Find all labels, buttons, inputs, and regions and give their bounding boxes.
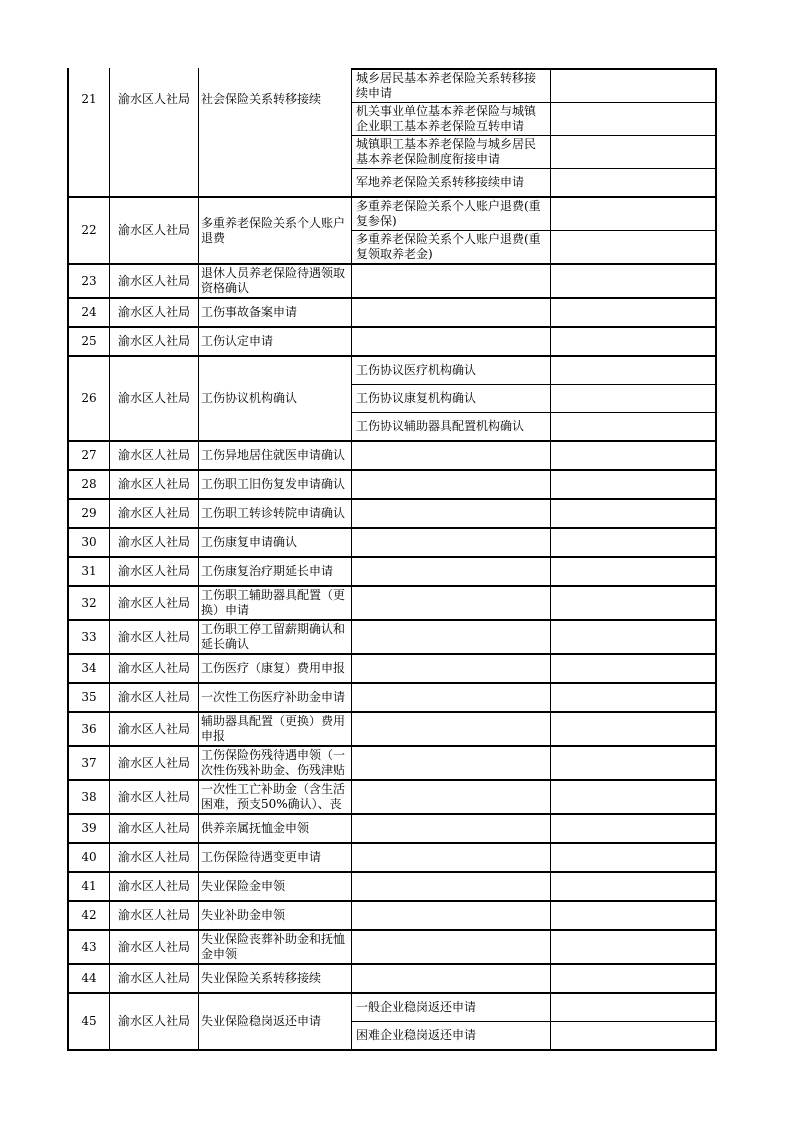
table-row bbox=[69, 842, 715, 871]
table-row bbox=[69, 469, 715, 498]
blank-cell bbox=[551, 136, 715, 168]
blank-cell bbox=[551, 169, 715, 196]
subitem-column bbox=[352, 471, 715, 498]
blank-cell bbox=[551, 385, 715, 412]
subitem-row bbox=[352, 70, 715, 102]
table-row bbox=[69, 68, 715, 196]
subitem-row bbox=[352, 198, 715, 230]
subitem-cell bbox=[352, 965, 551, 992]
department-cell: 渝水区人社局 bbox=[110, 442, 199, 469]
row-number-cell: 22 bbox=[69, 198, 110, 263]
department-cell: 渝水区人社局 bbox=[110, 931, 199, 963]
subitem-row bbox=[352, 558, 715, 585]
subitem-column bbox=[352, 587, 715, 619]
subitem-column bbox=[352, 357, 715, 440]
subitem-cell bbox=[352, 529, 551, 556]
subitem-cell: 工伤协议辅助器具配置机构确认 bbox=[352, 413, 551, 440]
subitem-row bbox=[352, 328, 715, 355]
table-row bbox=[69, 745, 715, 779]
blank-cell bbox=[551, 965, 715, 992]
subitem-column bbox=[352, 747, 715, 779]
row-number-cell: 34 bbox=[69, 655, 110, 682]
department-cell: 渝水区人社局 bbox=[110, 713, 199, 745]
table-row bbox=[69, 711, 715, 745]
row-number-cell: 38 bbox=[69, 781, 110, 813]
row-number-cell: 31 bbox=[69, 558, 110, 585]
blank-cell bbox=[551, 873, 715, 900]
blank-cell bbox=[551, 587, 715, 619]
subitem-column bbox=[352, 931, 715, 963]
table-row bbox=[69, 527, 715, 556]
blank-cell bbox=[551, 265, 715, 297]
blank-cell bbox=[551, 471, 715, 498]
table-row bbox=[69, 355, 715, 440]
subitem-column bbox=[352, 68, 715, 196]
blank-cell bbox=[551, 299, 715, 326]
table-row bbox=[69, 682, 715, 711]
blank-cell bbox=[551, 500, 715, 527]
blank-cell bbox=[551, 994, 715, 1021]
department-cell: 渝水区人社局 bbox=[110, 655, 199, 682]
subitem-column bbox=[352, 558, 715, 585]
subitem-row bbox=[352, 587, 715, 619]
subitem-cell bbox=[352, 655, 551, 682]
subitem-column bbox=[352, 299, 715, 326]
table-row bbox=[69, 992, 715, 1049]
row-number-cell: 36 bbox=[69, 713, 110, 745]
department-cell: 渝水区人社局 bbox=[110, 587, 199, 619]
blank-cell bbox=[551, 902, 715, 929]
subitem-column bbox=[352, 873, 715, 900]
subitem-cell bbox=[352, 713, 551, 745]
row-number-cell: 41 bbox=[69, 873, 110, 900]
blank-cell bbox=[551, 442, 715, 469]
service-name-cell: 工伤康复申请确认 bbox=[199, 529, 352, 556]
blank-cell bbox=[551, 231, 715, 263]
blank-cell bbox=[551, 684, 715, 711]
subitem-column bbox=[352, 713, 715, 745]
blank-cell bbox=[551, 621, 715, 653]
subitem-row bbox=[352, 135, 715, 168]
table-row bbox=[69, 653, 715, 682]
subitem-row bbox=[352, 357, 715, 384]
row-number-cell: 33 bbox=[69, 621, 110, 653]
subitem-row bbox=[352, 815, 715, 842]
subitem-column bbox=[352, 844, 715, 871]
row-number-cell: 29 bbox=[69, 500, 110, 527]
service-name-cell: 工伤康复治疗期延长申请 bbox=[199, 558, 352, 585]
subitem-column bbox=[352, 965, 715, 992]
subitem-row bbox=[352, 844, 715, 871]
row-number-cell: 35 bbox=[69, 684, 110, 711]
subitem-cell bbox=[352, 299, 551, 326]
subitem-row bbox=[352, 994, 715, 1021]
subitem-cell bbox=[352, 621, 551, 653]
row-number-cell: 28 bbox=[69, 471, 110, 498]
subitem-row bbox=[352, 299, 715, 326]
subitem-column bbox=[352, 684, 715, 711]
subitem-cell: 困难企业稳岗返还申请 bbox=[352, 1022, 551, 1049]
department-cell: 渝水区人社局 bbox=[110, 471, 199, 498]
table-row bbox=[69, 440, 715, 469]
department-cell: 渝水区人社局 bbox=[110, 781, 199, 813]
department-cell: 渝水区人社局 bbox=[110, 328, 199, 355]
subitem-cell bbox=[352, 558, 551, 585]
subitem-cell bbox=[352, 873, 551, 900]
subitem-row bbox=[352, 621, 715, 653]
subitem-cell: 城乡居民基本养老保险关系转移接续申请 bbox=[352, 70, 551, 102]
table-row bbox=[69, 900, 715, 929]
service-name-cell: 工伤协议机构确认 bbox=[199, 357, 352, 440]
blank-cell bbox=[551, 328, 715, 355]
service-name-cell: 失业保险稳岗返还申请 bbox=[199, 994, 352, 1049]
department-cell: 渝水区人社局 bbox=[110, 815, 199, 842]
row-number-cell: 39 bbox=[69, 815, 110, 842]
table-row bbox=[69, 556, 715, 585]
blank-cell bbox=[551, 103, 715, 135]
row-number-cell: 24 bbox=[69, 299, 110, 326]
subitem-column bbox=[352, 500, 715, 527]
department-cell: 渝水区人社局 bbox=[110, 965, 199, 992]
blank-cell bbox=[551, 1022, 715, 1049]
service-name-cell: 失业保险关系转移接续 bbox=[199, 965, 352, 992]
subitem-cell bbox=[352, 471, 551, 498]
subitem-cell: 机关事业单位基本养老保险与城镇企业职工基本养老保险互转申请 bbox=[352, 103, 551, 135]
row-number-cell: 42 bbox=[69, 902, 110, 929]
subitem-column bbox=[352, 902, 715, 929]
subitem-column bbox=[352, 815, 715, 842]
blank-cell bbox=[551, 844, 715, 871]
row-number-cell: 43 bbox=[69, 931, 110, 963]
subitem-row bbox=[352, 931, 715, 963]
subitem-column bbox=[352, 198, 715, 263]
subitem-row bbox=[352, 102, 715, 135]
service-name-cell: 一次性工伤医疗补助金申请 bbox=[199, 684, 352, 711]
subitem-column bbox=[352, 442, 715, 469]
service-name-cell: 工伤医疗（康复）费用申报 bbox=[199, 655, 352, 682]
department-cell: 渝水区人社局 bbox=[110, 747, 199, 779]
service-name-cell: 工伤职工停工留薪期确认和延长确认 bbox=[199, 621, 352, 653]
table-row bbox=[69, 585, 715, 619]
subitem-column bbox=[352, 994, 715, 1049]
table-row bbox=[69, 871, 715, 900]
subitem-cell bbox=[352, 587, 551, 619]
table-row bbox=[69, 619, 715, 653]
subitem-cell: 工伤协议医疗机构确认 bbox=[352, 357, 551, 384]
subitem-cell bbox=[352, 684, 551, 711]
subitem-row bbox=[352, 384, 715, 412]
subitem-row bbox=[352, 713, 715, 745]
service-name-cell: 工伤事故备案申请 bbox=[199, 299, 352, 326]
table-row bbox=[69, 326, 715, 355]
subitem-column bbox=[352, 328, 715, 355]
row-number-cell: 26 bbox=[69, 357, 110, 440]
row-number-cell: 37 bbox=[69, 747, 110, 779]
service-name-cell: 一次性工亡补助金（含生活困难，预支50%确认）、丧 bbox=[199, 781, 352, 813]
blank-cell bbox=[551, 413, 715, 440]
table-row bbox=[69, 813, 715, 842]
blank-cell bbox=[551, 558, 715, 585]
row-number-cell: 40 bbox=[69, 844, 110, 871]
department-cell: 渝水区人社局 bbox=[110, 198, 199, 263]
table-row bbox=[69, 498, 715, 527]
subitem-cell: 多重养老保险关系个人账户退费(重复领取养老金) bbox=[352, 231, 551, 263]
service-name-cell: 工伤职工旧伤复发申请确认 bbox=[199, 471, 352, 498]
subitem-cell: 一般企业稳岗返还申请 bbox=[352, 994, 551, 1021]
subitem-column bbox=[352, 621, 715, 653]
subitem-cell bbox=[352, 328, 551, 355]
department-cell: 渝水区人社局 bbox=[110, 68, 199, 196]
blank-cell bbox=[551, 747, 715, 779]
table-row bbox=[69, 263, 715, 297]
subitem-row bbox=[352, 873, 715, 900]
row-number-cell: 30 bbox=[69, 529, 110, 556]
subitem-cell bbox=[352, 815, 551, 842]
subitem-cell bbox=[352, 931, 551, 963]
blank-cell bbox=[551, 70, 715, 102]
department-cell: 渝水区人社局 bbox=[110, 844, 199, 871]
department-cell: 渝水区人社局 bbox=[110, 994, 199, 1049]
row-number-cell: 45 bbox=[69, 994, 110, 1049]
department-cell: 渝水区人社局 bbox=[110, 873, 199, 900]
row-number-cell: 32 bbox=[69, 587, 110, 619]
service-table bbox=[67, 68, 717, 1051]
subitem-cell bbox=[352, 500, 551, 527]
subitem-row bbox=[352, 442, 715, 469]
subitem-cell: 工伤协议康复机构确认 bbox=[352, 385, 551, 412]
department-cell: 渝水区人社局 bbox=[110, 902, 199, 929]
department-cell: 渝水区人社局 bbox=[110, 529, 199, 556]
subitem-cell bbox=[352, 265, 551, 297]
blank-cell bbox=[551, 357, 715, 384]
subitem-row bbox=[352, 168, 715, 196]
subitem-cell: 城镇职工基本养老保险与城乡居民基本养老保险制度衔接申请 bbox=[352, 136, 551, 168]
row-number-cell: 21 bbox=[69, 68, 110, 196]
table-row bbox=[69, 929, 715, 963]
department-cell: 渝水区人社局 bbox=[110, 500, 199, 527]
subitem-column bbox=[352, 529, 715, 556]
subitem-row bbox=[352, 747, 715, 779]
department-cell: 渝水区人社局 bbox=[110, 357, 199, 440]
subitem-row bbox=[352, 230, 715, 263]
service-name-cell: 工伤保险伤残待遇申领（一次性伤残补助金、伤残津贴 bbox=[199, 747, 352, 779]
blank-cell bbox=[551, 781, 715, 813]
department-cell: 渝水区人社局 bbox=[110, 265, 199, 297]
row-number-cell: 23 bbox=[69, 265, 110, 297]
subitem-row bbox=[352, 965, 715, 992]
service-name-cell: 工伤保险待遇变更申请 bbox=[199, 844, 352, 871]
service-name-cell: 工伤职工转诊转院申请确认 bbox=[199, 500, 352, 527]
subitem-row bbox=[352, 529, 715, 556]
blank-cell bbox=[551, 655, 715, 682]
subitem-cell bbox=[352, 747, 551, 779]
subitem-column bbox=[352, 655, 715, 682]
blank-cell bbox=[551, 198, 715, 230]
subitem-row bbox=[352, 412, 715, 440]
service-name-cell: 工伤认定申请 bbox=[199, 328, 352, 355]
blank-cell bbox=[551, 815, 715, 842]
subitem-cell: 多重养老保险关系个人账户退费(重复参保) bbox=[352, 198, 551, 230]
department-cell: 渝水区人社局 bbox=[110, 621, 199, 653]
subitem-row bbox=[352, 500, 715, 527]
service-name-cell: 供养亲属抚恤金申领 bbox=[199, 815, 352, 842]
subitem-row bbox=[352, 781, 715, 813]
subitem-cell bbox=[352, 844, 551, 871]
service-name-cell: 工伤异地居住就医申请确认 bbox=[199, 442, 352, 469]
subitem-row bbox=[352, 1021, 715, 1049]
subitem-cell bbox=[352, 902, 551, 929]
subitem-column bbox=[352, 265, 715, 297]
subitem-row bbox=[352, 902, 715, 929]
service-name-cell: 工伤职工辅助器具配置（更换）申请 bbox=[199, 587, 352, 619]
service-name-cell: 多重养老保险关系个人账户退费 bbox=[199, 198, 352, 263]
department-cell: 渝水区人社局 bbox=[110, 299, 199, 326]
blank-cell bbox=[551, 713, 715, 745]
subitem-row bbox=[352, 471, 715, 498]
subitem-column bbox=[352, 781, 715, 813]
table-row bbox=[69, 779, 715, 813]
blank-cell bbox=[551, 931, 715, 963]
subitem-cell bbox=[352, 442, 551, 469]
table-row bbox=[69, 196, 715, 263]
subitem-row bbox=[352, 655, 715, 682]
service-name-cell: 失业补助金申领 bbox=[199, 902, 352, 929]
department-cell: 渝水区人社局 bbox=[110, 558, 199, 585]
service-name-cell: 失业保险金申领 bbox=[199, 873, 352, 900]
row-number-cell: 44 bbox=[69, 965, 110, 992]
row-number-cell: 27 bbox=[69, 442, 110, 469]
service-name-cell: 退休人员养老保险待遇领取资格确认 bbox=[199, 265, 352, 297]
table-row bbox=[69, 297, 715, 326]
subitem-row bbox=[352, 265, 715, 297]
service-name-cell: 辅助器具配置（更换）费用申报 bbox=[199, 713, 352, 745]
subitem-cell bbox=[352, 781, 551, 813]
subitem-row bbox=[352, 684, 715, 711]
blank-cell bbox=[551, 529, 715, 556]
service-name-cell: 社会保险关系转移接续 bbox=[199, 68, 352, 196]
department-cell: 渝水区人社局 bbox=[110, 684, 199, 711]
table-row bbox=[69, 963, 715, 992]
service-name-cell: 失业保险丧葬补助金和抚恤金申领 bbox=[199, 931, 352, 963]
subitem-cell: 军地养老保险关系转移接续申请 bbox=[352, 169, 551, 196]
row-number-cell: 25 bbox=[69, 328, 110, 355]
